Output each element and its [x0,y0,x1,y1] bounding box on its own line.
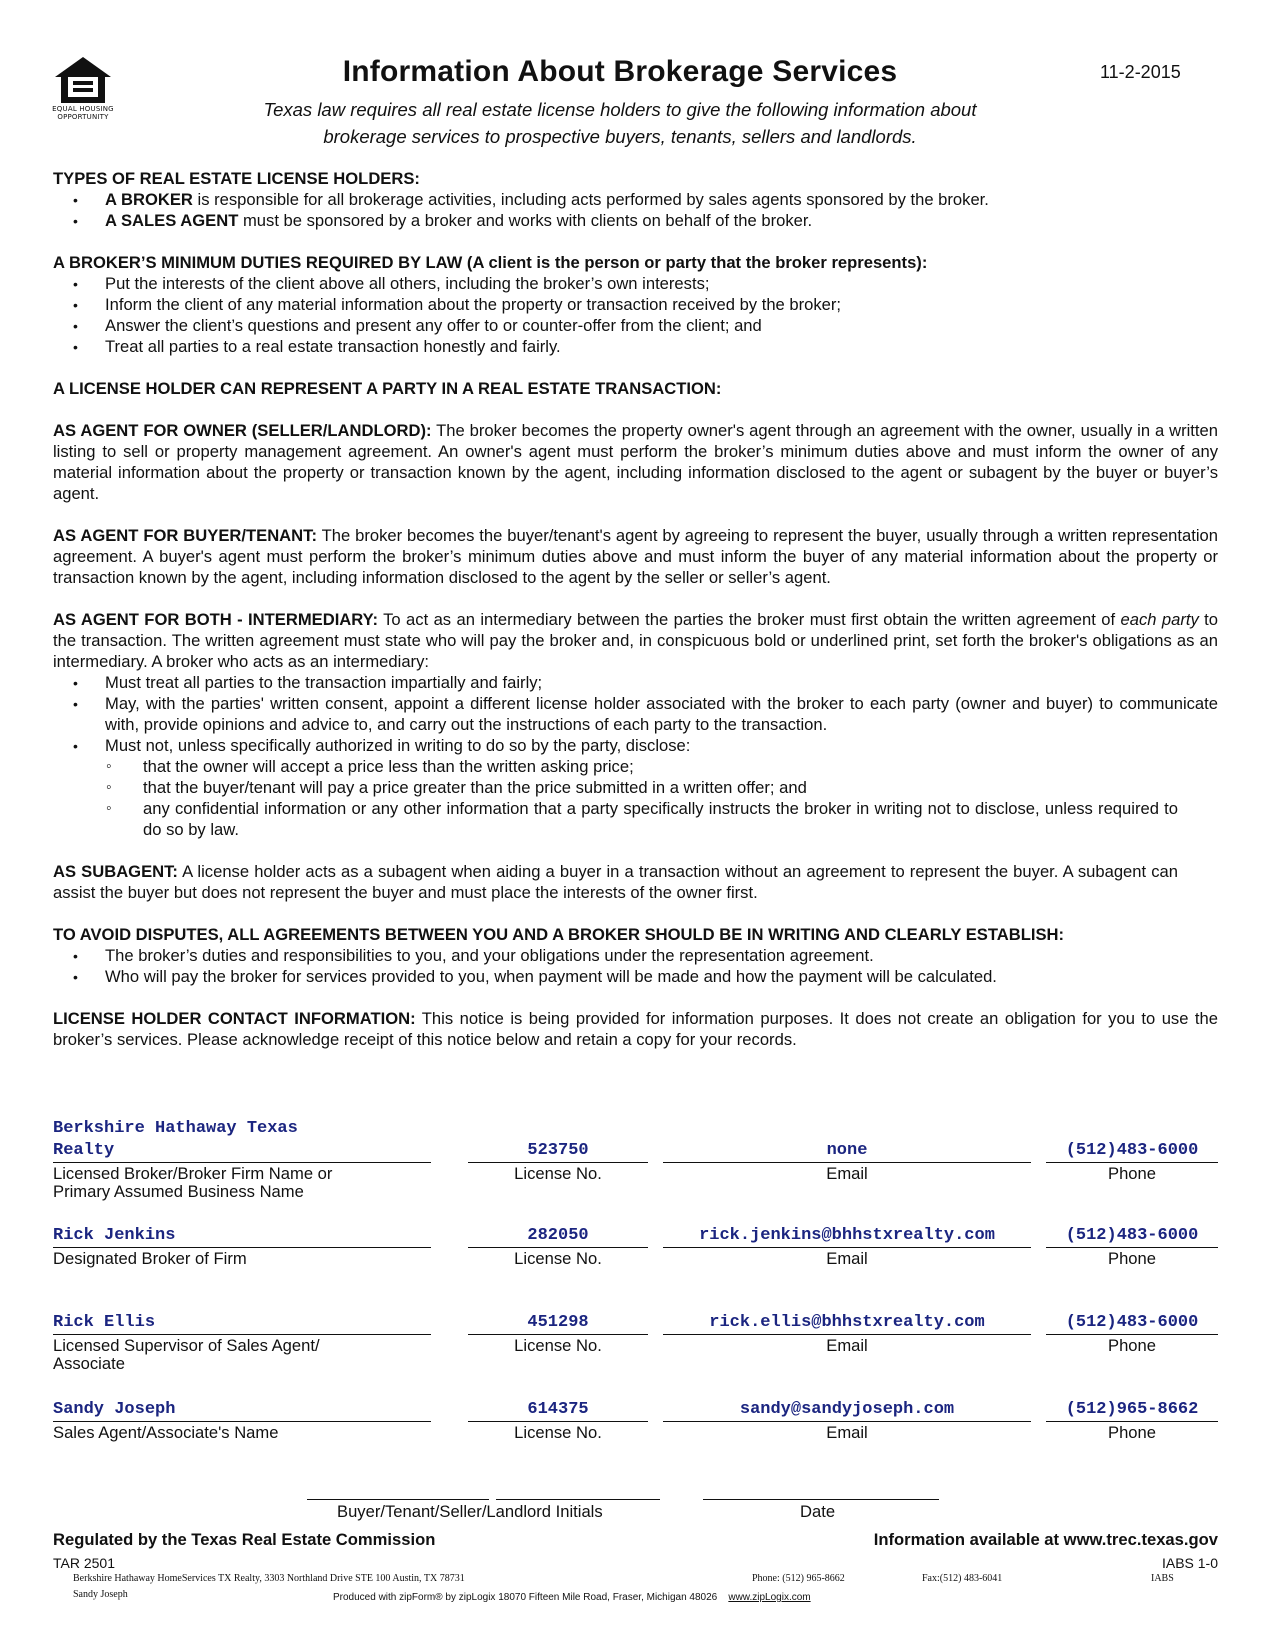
label-line-1: Licensed Broker/Broker Firm Name or [53,1164,333,1183]
field-value-line-2: Realty [53,1141,115,1160]
section-contact-info [53,1008,1218,1050]
version-date: 11-2-2015 [1100,62,1181,82]
contact-row-supervisor [53,1290,1218,1380]
section-text: to the transaction. The written agreement must state who will pay the broker and, in conspicuous bold or underlined print, set forth the broker's obligations as an intermediary. A broker who acts as an intermediary: [53,610,1219,671]
regulated-by: Regulated by the Texas Real Estate Commission [53,1530,436,1549]
footer-doc-tag: IABS [1151,1573,1174,1584]
list-item: • Treat all parties to a real estate transaction honestly and fairly. [53,336,1218,357]
section-text: A license holder acts as a subagent when aiding a buyer in a transaction without an agreement to represent the buyer. A subagent can assist the buyer but does not represent the buyer and must place the interests of the owner first. [53,862,1178,902]
contacts-table [53,1118,1218,1442]
field-label: Phone [1108,1164,1156,1183]
field-value: (512)483-6000 [1065,1226,1199,1245]
field-value: Rick Ellis [53,1313,156,1332]
initials-field-1[interactable] [307,1499,489,1500]
section-owner-agent [53,420,1218,504]
footer-phone: Phone: (512) 965-8662 [752,1573,845,1584]
subtitle-line-2: brokerage services to prospective buyers, tenants, sellers and landlords. [323,126,917,147]
date-field[interactable] [703,1499,939,1500]
field-label: Designated Broker of Firm [53,1249,247,1268]
initials-label: Buyer/Tenant/Seller/Landlord Initials [337,1502,603,1521]
field-value: rick.ellis@bhhstxrealty.com [709,1313,985,1332]
list-item: • Answer the client’s questions and present any offer to or counter-offer from the client; and [53,315,1218,336]
license-field[interactable] [468,1203,648,1248]
page-title: Information About Brokerage Services [342,55,898,88]
form-code: IABS 1-0 [1161,1555,1218,1571]
subtitle-line-1: Texas law requires all real estate license holders to give the following information about [263,99,977,120]
license-field[interactable] [468,1118,648,1163]
designated-broker-name-field[interactable] [53,1203,431,1248]
field-label: Phone [1108,1336,1156,1355]
section-heading: A LICENSE HOLDER CAN REPRESENT A PARTY IN A REAL ESTATE TRANSACTION: [53,379,722,398]
term: A BROKER [105,190,193,209]
form-id: TAR 2501 [53,1555,115,1571]
field-label: License No. [514,1164,602,1183]
email-field[interactable] [663,1203,1031,1248]
field-label: License No. [514,1423,602,1442]
field-label: License No. [514,1336,602,1355]
phone-field[interactable] [1046,1377,1218,1422]
logo-caption-2: OPPORTUNITY [57,113,109,121]
field-label: Email [826,1164,868,1183]
footer-fax: Fax:(512) 483-6041 [922,1573,1003,1584]
field-label [53,1337,431,1373]
contact-row-sales-agent [53,1377,1218,1467]
list-item: • May, with the parties' written consent, appoint a different license holder associated with the broker to each party (owner and buyer) to communicate with, provide opinions and advice to, and carry out the instructions of each party to the transaction. [53,693,1218,735]
field-value: Sandy Joseph [53,1400,176,1419]
list-item [53,189,1218,210]
field-value: (512)483-6000 [1065,1141,1199,1160]
license-field[interactable] [468,1377,648,1422]
produced-with [333,1592,811,1603]
list-item: • Inform the client of any material information about the property or transaction received by the broker; [53,294,1218,315]
field-label: License No. [514,1249,602,1268]
logo-caption-1: EQUAL HOUSING [52,105,114,113]
email-field[interactable] [663,1290,1031,1335]
section-text: To act as an intermediary between the parties the broker must first obtain the written agreement of [378,610,1121,629]
field-label: Email [826,1423,868,1442]
field-label: Email [826,1336,868,1355]
field-value-line-1: Berkshire Hathaway Texas [53,1119,298,1138]
field-label: Phone [1108,1249,1156,1268]
info-available: Information available at www.trec.texas.gov [873,1530,1218,1549]
field-value: rick.jenkins@bhhstxrealty.com [699,1226,995,1245]
field-value: 523750 [527,1141,589,1160]
section-term: AS AGENT FOR BUYER/TENANT: [53,526,317,545]
section-text: This notice is being provided for information purposes. It does not create an obligation for you to use the broker’s services. Please acknowledge receipt of this notice below and retain a copy for your records. [53,1009,1218,1049]
phone-field[interactable] [1046,1203,1218,1248]
definition: is responsible for all brokerage activities, including acts performed by sales agents sponsored by the broker. [192,190,989,209]
section-heading: TO AVOID DISPUTES, ALL AGREEMENTS BETWEEN YOU AND A BROKER SHOULD BE IN WRITING AND CLEARLY ESTABLISH: [53,925,1065,944]
footer-agent-name: Sandy Joseph [73,1589,128,1600]
label-line-2: Primary Assumed Business Name [53,1182,304,1201]
definition: must be sponsored by a broker and works with clients on behalf of the broker. [238,211,813,230]
list-item: • Must not, unless specifically authorized in writing to do so by the party, disclose: [53,735,1218,756]
field-label: Phone [1108,1423,1156,1442]
page-subtitle [150,96,1090,150]
field-value: sandy@sandyjoseph.com [739,1400,955,1419]
list-item [53,210,1218,231]
broker-firm-name-field[interactable] [53,1118,431,1163]
field-value: (512)483-6000 [1065,1313,1199,1332]
email-field[interactable] [663,1118,1031,1163]
label-line-1: Licensed Supervisor of Sales Agent/ [53,1336,320,1355]
section-subagent [53,861,1218,903]
section-heading: A BROKER’S MINIMUM DUTIES REQUIRED BY LAW (A client is the person or party that the broker represents): [53,253,928,272]
list-item: • Must treat all parties to the transaction impartially and fairly; [53,672,1218,693]
field-value: Rick Jenkins [53,1226,176,1245]
field-value: 614375 [527,1400,589,1419]
produced-with-text: Produced with zipForm® by zipLogix 18070 Fifteen Mile Road, Fraser, Michigan 48026 [333,1592,718,1603]
field-label: Sales Agent/Associate's Name [53,1423,279,1442]
contact-row-broker-firm [53,1118,1218,1208]
field-value: 451298 [527,1313,589,1332]
license-field[interactable] [468,1290,648,1335]
label-line-2: Associate [53,1354,125,1373]
section-disputes [53,924,1218,987]
term: A SALES AGENT [105,211,239,230]
section-term: AS AGENT FOR OWNER (SELLER/LANDLORD): [53,421,432,440]
contact-row-designated-broker [53,1203,1218,1293]
supervisor-name-field[interactable] [53,1290,431,1335]
phone-field[interactable] [1046,1118,1218,1163]
field-value: none [826,1141,868,1160]
date-label: Date [800,1502,836,1521]
section-text: The broker becomes the property owner's agent through an agreement with the owner, usually in a written listing to sell or property management agreement. An owner's agent must perform the broker’s minimum duties above and must inform the owner of any material information about the property or transaction known by the agent, including information disclosed to the agent or subagent by the buyer or buyer’s agent. [53,421,1218,503]
section-duties [53,252,1218,357]
ziplogix-link[interactable]: www.zipLogix.com [728,1592,811,1603]
sub-list-item: ◦ any confidential information or any other information that a party specifically instructs the broker in writing not to disclose, unless required to do so by law. [53,798,1218,840]
section-term: LICENSE HOLDER CONTACT INFORMATION: [53,1009,416,1028]
field-label: Email [826,1249,868,1268]
section-intermediary [53,609,1218,840]
field-label [53,1165,431,1201]
email-field[interactable] [663,1377,1031,1422]
brokerage-address: Berkshire Hathaway HomeServices TX Realty, 3303 Northland Drive STE 100 Austin, TX 78731 [73,1573,465,1584]
list-item: • Put the interests of the client above all others, including the broker’s own interests; [53,273,1218,294]
sub-list-item: ◦ that the owner will accept a price less than the written asking price; [53,756,1218,777]
document-body [53,168,1218,1050]
section-text: The broker becomes the buyer/tenant's agent by agreeing to represent the buyer, usually through a written representation agreement. A buyer's agent must perform the broker’s minimum duties above and must inform the buyer of any material information about the property or transaction known by the agent, including information disclosed to the agent by the seller or seller’s agent. [53,526,1218,587]
section-types [53,168,1218,231]
section-term: AS AGENT FOR BOTH - INTERMEDIARY: [53,610,379,629]
section-represent [53,378,1218,399]
sales-agent-name-field[interactable] [53,1377,431,1422]
field-value: 282050 [527,1226,589,1245]
list-item: • The broker’s duties and responsibilities to you, and your obligations under the representation agreement. [53,945,1218,966]
section-buyer-agent [53,525,1218,588]
section-heading: TYPES OF REAL ESTATE LICENSE HOLDERS: [53,169,420,188]
initials-field-2[interactable] [496,1499,660,1500]
phone-field[interactable] [1046,1290,1218,1335]
section-term: AS SUBAGENT: [53,862,178,881]
field-value: (512)965-8662 [1065,1400,1199,1419]
sub-list-item: ◦ that the buyer/tenant will pay a price greater than the price submitted in a written offer; and [53,777,1218,798]
emphasis: each party [1120,610,1199,629]
list-item: • Who will pay the broker for services provided to you, when payment will be made and how the payment will be calculated. [53,966,1218,987]
